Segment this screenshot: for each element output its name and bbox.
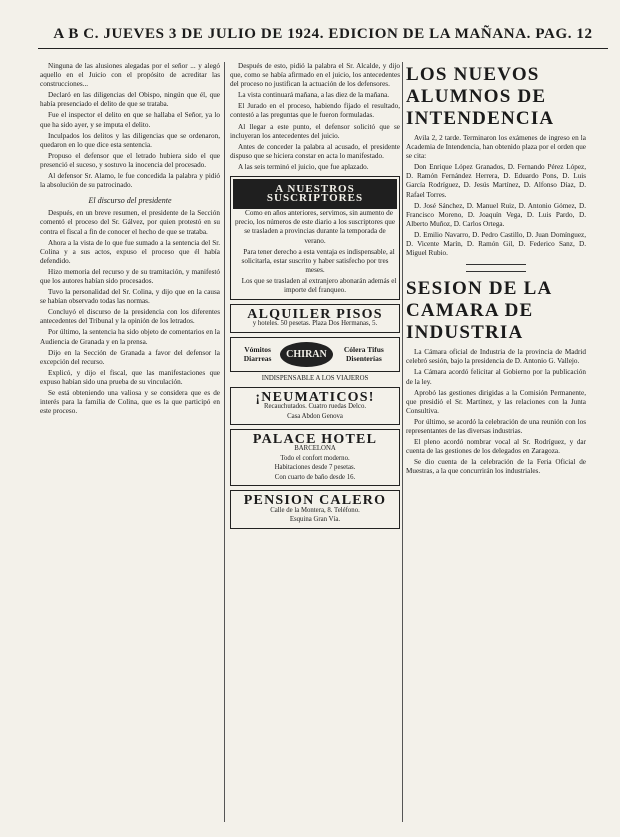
paragraph: Ninguna de las alusiones alegadas por el señor ... y alegó aquello en el Juicio con el propósito de acreditar las construcciones...	[40, 62, 220, 89]
subscribers-notice	[230, 176, 400, 300]
paragraph: El Jurado en el proceso, habiendo fijado el resultado, contestó a las preguntas que le fueron formuladas.	[230, 102, 400, 120]
paragraph: Se está obteniendo una valiosa y se considera que es de interés para la familia de Colina, que es la que participó en este proceso.	[40, 389, 220, 416]
paragraph: Don Enrique López Granados, D. Fernando Pérez López, D. Ramón Fernández Herrera, D. Eduardo Pons, D. Luis García Rodríguez, D. Jesús Martínez, D. Alfonso Díaz, D. Rafael Torres.	[406, 163, 586, 199]
paragraph: El pleno acordó nombrar vocal al Sr. Rodríguez, y dar cuenta de las gestiones de los delegados en Zaragoza.	[406, 438, 586, 456]
paragraph: La Cámara oficial de Industria de la provincia de Madrid celebró sesión, bajo la presidencia de D. Antonio G. Vallejo.	[406, 348, 586, 366]
paragraph: La vista continuará mañana, a las diez de la mañana.	[238, 91, 390, 100]
paragraph: Ahora a la vista de lo que fue sumado a la sentencia del Sr. Colina y a sus actos, expuso el proceso que él había defendido.	[40, 238, 220, 265]
column-rule	[224, 62, 225, 822]
ad-text: Vómitos Diarreas	[243, 345, 272, 364]
paragraph: Al defensor Sr. Alamo, le fue concedida la palabra y pidió la absolución de su patrocinado.	[40, 172, 220, 190]
paragraph: Los que se trasladen al extranjero abonarán además el importe del franqueo.	[241, 276, 397, 294]
brand-logo: CHIRAN	[280, 342, 333, 367]
paragraph: Aprobó las gestiones dirigidas a la Comisión Permanente, que presidió el Sr. Martínez, y las relaciones con la Junta Consultiva.	[406, 388, 586, 415]
column-rule	[402, 62, 403, 822]
paragraph: Inculpados los delitos y las diligencias que se ordenaron, quedaron en lo que dice esta sentencia.	[40, 131, 220, 149]
paragraph: Después, en un breve resumen, el presidente de la Sección comentó el proceso del Sr. Gálvez, por quien protestó en su contra el fiscal a fin de conocer el hecho de que se trataba.	[40, 209, 220, 236]
ad-text: Recauchutados. Cuatro ruedas Delco.	[263, 403, 367, 411]
ad-text: BARCELONA	[294, 445, 336, 453]
ad-palace-hotel	[230, 429, 400, 486]
ad-chiran	[230, 337, 400, 372]
ad-pension-calero	[230, 490, 400, 528]
article-title: SESION DE LA CAMARA DE INDUSTRIA	[406, 278, 552, 344]
ad-heading: ¡NEUMATICOS!	[255, 390, 375, 406]
column-middle	[230, 62, 400, 832]
ad-alquiler-pisos	[230, 304, 400, 333]
paragraph: D. Emilio Navarro, D. Pedro Castillo, D. Juan Domínguez, D. Vicente Marín, D. Ramón Gil, D. Federico Sanz, D. Miguel Rubio.	[406, 230, 586, 258]
subscribers-banner: A NUESTROS SUSCRIPTORES	[233, 179, 397, 209]
paragraph: Hizo memoria del recurso y de su tramitación, y manifestó que los autores habían sido procesados.	[40, 267, 220, 285]
paragraph: Antes de conceder la palabra al acusado, el presidente dispuso que se hiciera constar en acta lo manifestado.	[230, 142, 400, 160]
paragraph: Dijo en la Sección de Granada a favor del defensor la excepción del recurso.	[40, 348, 220, 366]
paragraph: Declaró en las diligencias del Obispo, ningún que él, que había presenciado el delito de que se trataba.	[40, 91, 220, 109]
paragraph: Como en años anteriores, servimos, sin aumento de precio, los números de este diario a los suscriptores que se trasladen a provincias durante la temporada de verano.	[234, 209, 396, 245]
paragraph: Por último, la sentencia ha sido objeto de comentarios en la Audiencia de Granada y en la prensa.	[40, 328, 220, 346]
paragraph: D. José Sánchez, D. Manuel Ruiz, D. Antonio Gómez, D. Francisco Moreno, D. Joaquín Vega, D. Luis Pardo, D. Alberto Muñoz, D. Carlos Ortega.	[406, 201, 586, 228]
ad-text: Todo el confort moderno.	[280, 454, 350, 462]
ad-text: INDISPENSABLE A LOS VIAJEROS	[261, 374, 369, 382]
paragraph: Para tener derecho a esta ventaja es indispensable, al solicitarla, estar suscrito y haber satisfecho por tres meses.	[241, 247, 395, 274]
ad-text: Calle de la Montera, 8. Teléfono.	[270, 506, 360, 514]
ad-text: Casa Abdon Genova	[287, 412, 343, 420]
ornament-divider	[466, 264, 526, 272]
ad-neumaticos	[230, 387, 400, 425]
article-title: LOS NUEVOS ALUMNOS DE INTENDENCIA	[406, 64, 555, 129]
ad-heading: ALQUILER PISOS	[247, 307, 383, 323]
paragraph: A las seis terminó el juicio, que fue aplazado.	[238, 162, 369, 171]
ad-text: Cólera Tifus Disenterías	[343, 345, 384, 364]
paragraph: La Cámara acordó felicitar al Gobierno por la publicación de la ley.	[406, 368, 586, 386]
page-header: A B C. JUEVES 3 DE JULIO DE 1924. EDICION DE LA MAÑANA. PAG. 12	[38, 22, 608, 49]
paragraph: Tuvo la personalidad del Sr. Colina, y dijo que en la causa se habían observado todas las normas.	[40, 288, 220, 306]
paragraph: Al llegar a este punto, el defensor solicitó que se incluyeran los antecedentes del juicio.	[230, 122, 400, 140]
paragraph: Concluyó el discurso de la presidencia con los diferentes antecedentes del Tribunal y la opinión de los letrados.	[40, 308, 220, 326]
column-left	[40, 62, 220, 832]
ad-heading: PENSION CALERO	[243, 493, 387, 509]
paragraph: Avila 2, 2 tarde. Terminaron los exámenes de ingreso en la Academia de Intendencia, han obtenido plaza por el orden que se cita:	[406, 134, 586, 161]
ad-text: Habitaciones desde 7 pesetas.	[274, 464, 356, 472]
paragraph: Fue el inspector el delito en que se hallaba el Señor, ya lo que ha sido ayer, y se imputa el delito.	[40, 111, 220, 129]
ad-text: Esquina Gran Vía.	[289, 516, 341, 524]
column-right	[406, 62, 586, 832]
ad-text: Con cuarto de baño desde 16.	[274, 473, 356, 481]
paragraph: Se dio cuenta de la celebración de la Feria Oficial de Muestras, a la que concurrirán los industriales.	[406, 458, 586, 476]
paragraph: Después de esto, pidió la palabra el Sr. Alcalde, y dijo que, como se había afirmado en el juicio, los antecedentes del proceso no justifican la actuación de los defensores.	[230, 62, 400, 89]
ad-text: y hoteles. 50 pesetas. Plaza Dos Hermanas, 5.	[252, 320, 378, 328]
paragraph: Propuso el defensor que el letrado hubiera sido el que presenció el suceso, y sostuvo la inocencia del procesado.	[40, 151, 220, 169]
ad-heading: PALACE HOTEL	[252, 432, 378, 448]
paragraph: Explicó, y dijo el fiscal, que las manifestaciones que expuso habían sido una prueba de su vinculación.	[40, 368, 220, 386]
section-subhead: El discurso del presidente	[88, 196, 172, 206]
paragraph: Por último, se acordó la celebración de una reunión con los representantes de las diversas industrias.	[406, 417, 586, 435]
